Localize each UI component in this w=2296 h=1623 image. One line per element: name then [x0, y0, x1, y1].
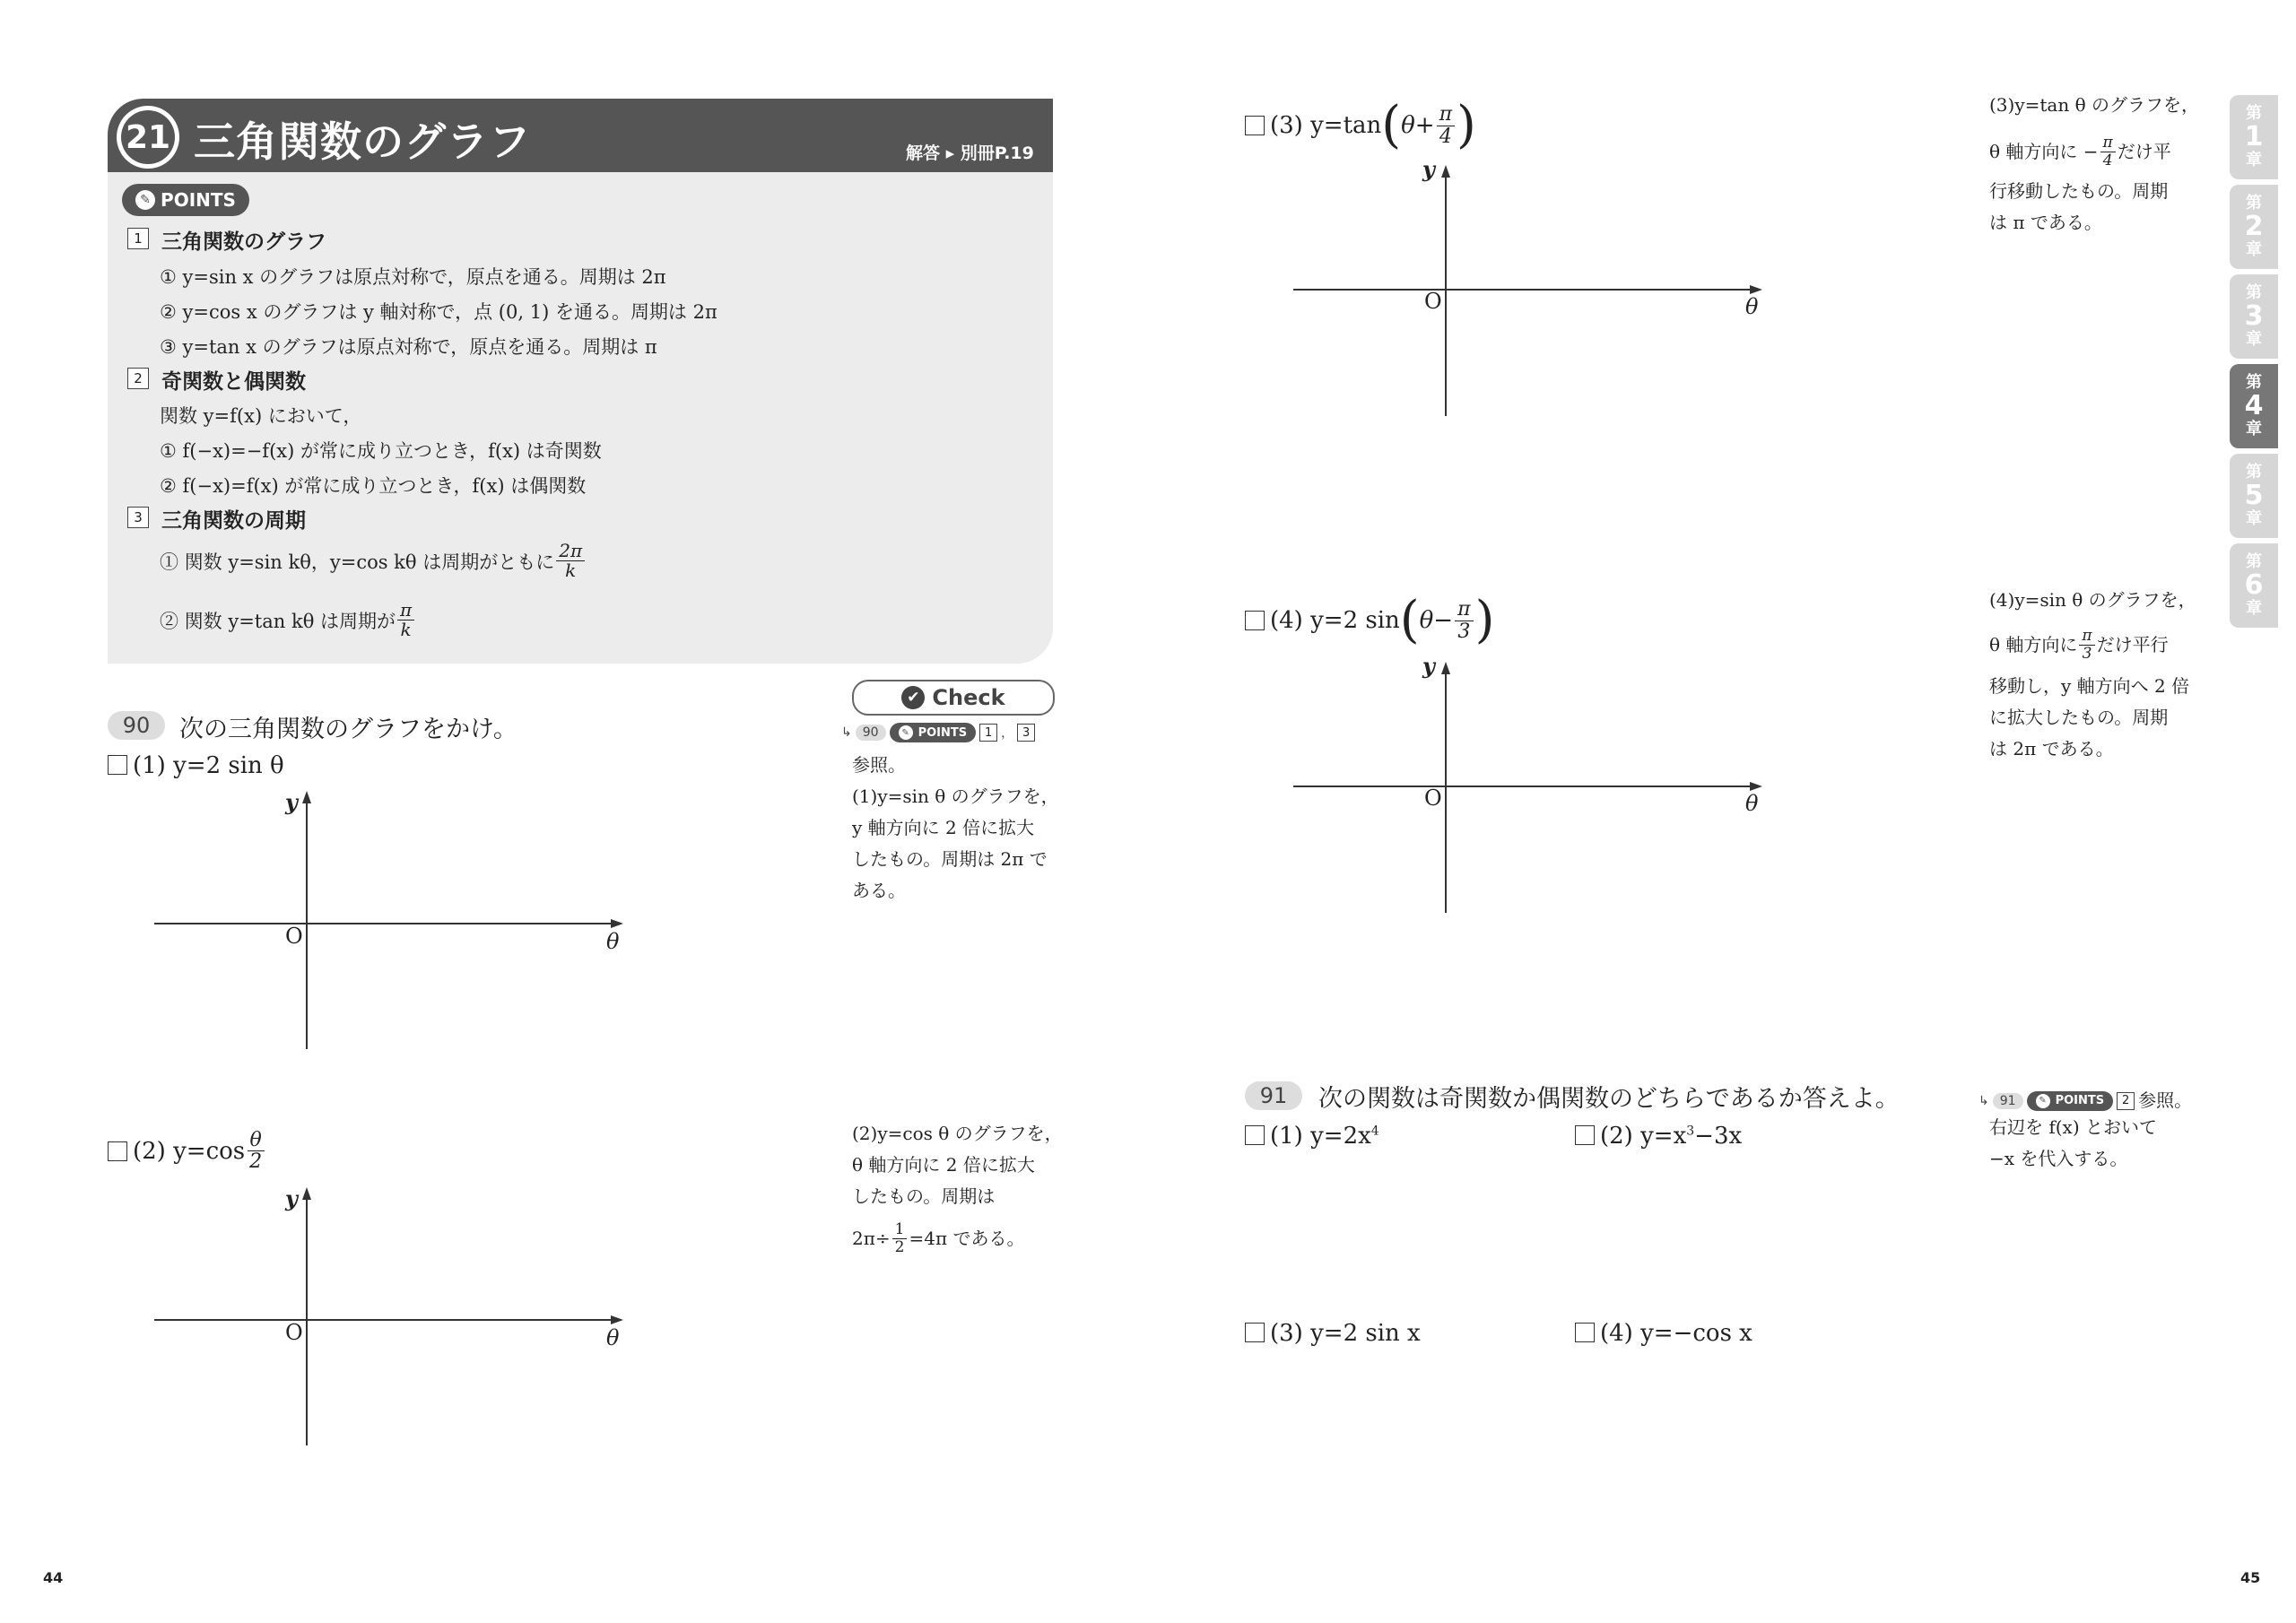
- fraction-denominator: 2: [249, 1150, 263, 1174]
- question-90-part-1: [108, 752, 284, 779]
- check-note-2-line-2: θ 軸方向に 2 倍に拡大: [852, 1154, 1035, 1176]
- page-number-right: 45: [2240, 1569, 2261, 1586]
- fraction-numerator: θ: [248, 1130, 265, 1151]
- section-number: 21: [121, 110, 175, 164]
- answer-reference: 解答 ▸ 別冊P.19: [906, 143, 1034, 163]
- fraction-denominator: 4: [1439, 125, 1452, 148]
- check-badge: [852, 680, 1055, 716]
- chapter-tab-5[interactable]: [2230, 454, 2278, 538]
- q91-ref-question: 91: [1993, 1093, 2023, 1109]
- note-2-prefix: 2π÷: [852, 1227, 891, 1249]
- graph-2-origin: O: [285, 1320, 303, 1345]
- note-3-prefix: θ 軸方向に −: [1989, 140, 2099, 162]
- graph-3-origin: O: [1424, 289, 1442, 314]
- section-number-badge: [117, 106, 179, 169]
- note-4-line-2: [1989, 628, 2169, 662]
- graph-4-x-label: θ: [1745, 791, 1759, 816]
- tab-suffix: 章: [2246, 240, 2262, 259]
- points-label: POINTS: [161, 189, 236, 211]
- right-paren: ): [1457, 96, 1476, 154]
- note-4-fraction: [2079, 628, 2094, 662]
- left-paren: (: [1399, 591, 1420, 649]
- points-pill-label: POINTS: [2055, 1094, 2105, 1107]
- point-1-line-3: ③ y=tan x のグラフは原点対称で，原点を通る。周期は π: [160, 336, 657, 358]
- graph-3-y-label: y: [1422, 156, 1435, 182]
- part-4-fraction: [1455, 599, 1473, 641]
- graph-2-y-label: y: [285, 1185, 298, 1211]
- check-circle-icon: ✔: [901, 686, 925, 709]
- checkbox[interactable]: [108, 755, 127, 775]
- fraction-numerator: π: [397, 601, 414, 621]
- point-2-line-1: 関数 y=f(x) において，: [160, 405, 362, 427]
- period-fraction-sin-cos: [556, 542, 585, 580]
- graph-4-origin: O: [1424, 785, 1442, 811]
- note-2-fraction: [892, 1221, 908, 1255]
- chapter-tab-1[interactable]: [2230, 95, 2278, 179]
- tab-suffix: 章: [2246, 599, 2262, 618]
- check-note-2-line-3: したもの。周期は: [852, 1185, 996, 1207]
- question-91-number: 91: [1245, 1081, 1302, 1110]
- tab-number: 6: [2244, 569, 2264, 601]
- graph-1-y-label: y: [285, 789, 298, 815]
- check-ref-separator: ，: [1001, 726, 1014, 741]
- question-90-part-4: [1245, 591, 1495, 649]
- question-90-number: 90: [108, 711, 165, 740]
- point-3-title: 三角関数の周期: [161, 509, 306, 533]
- tab-prefix: 第: [2246, 552, 2262, 571]
- check-note-1-line-2: y 軸方向に 2 倍に拡大: [852, 817, 1035, 838]
- graph-3-x-label: θ: [1745, 294, 1759, 319]
- fraction-denominator: k: [400, 619, 412, 640]
- check-note-1-line-4: ある。: [852, 880, 906, 901]
- exponent: 4: [1370, 1124, 1379, 1139]
- fraction-denominator: 3: [2082, 644, 2092, 663]
- section-title: 三角関数のグラフ: [194, 117, 531, 166]
- fraction-numerator: π: [2079, 628, 2094, 646]
- question-91-part-2: [1575, 1123, 1742, 1150]
- reference-arrow-icon: ↳: [841, 725, 852, 740]
- note-3-line-3: 行移動したもの。周期: [1989, 180, 2169, 202]
- check-ref-question: 90: [856, 725, 886, 741]
- part-3-inner: θ+: [1401, 112, 1435, 139]
- point-2-title: 奇関数と偶関数: [161, 370, 306, 394]
- left-paren: (: [1381, 96, 1402, 154]
- question-91-text: 次の関数は奇関数か偶関数のどちらであるか答えよ。: [1318, 1085, 1900, 1113]
- graph-4-axes: [1283, 655, 1785, 924]
- fraction-denominator: 4: [2102, 151, 2113, 169]
- part-1-expression: (1) y=2 sin θ: [133, 752, 284, 779]
- q91-note-line-2: −x を代入する。: [1989, 1148, 2128, 1169]
- point-2-number: 2: [127, 368, 149, 389]
- question-91-part-1: [1245, 1123, 1379, 1150]
- note-4-line-3: 移動し，y 軸方向へ 2 倍: [1989, 675, 2190, 697]
- question-91-part-4: [1575, 1320, 1752, 1347]
- tab-prefix: 第: [2246, 373, 2262, 392]
- check-ref-box-1: 1: [979, 724, 997, 742]
- tab-suffix: 章: [2246, 151, 2262, 169]
- note-4-line-5: は 2π である。: [1989, 738, 2114, 759]
- point-1-line-1: ① y=sin x のグラフは原点対称で，原点を通る。周期は 2π: [160, 266, 666, 288]
- fraction-numerator: π: [1455, 599, 1473, 621]
- q91-ref-suffix: 参照。: [2138, 1089, 2193, 1111]
- chapter-tab-4[interactable]: [2230, 364, 2278, 448]
- checkbox[interactable]: [1575, 1125, 1595, 1145]
- reference-arrow-icon: ↳: [1979, 1093, 1989, 1108]
- check-note-1-line-1: (1)y=sin θ のグラフを，: [852, 785, 1059, 807]
- question-91-part-3: [1245, 1320, 1421, 1347]
- check-note-1-line-3: したもの。周期は 2π で: [852, 848, 1048, 870]
- note-4-suffix: だけ平行: [2096, 633, 2169, 655]
- part-2-expression: (2) y=cos: [133, 1137, 246, 1165]
- exponent: 3: [1686, 1124, 1695, 1139]
- pencil-icon: ✎: [135, 190, 155, 210]
- note-4-line-1: (4)y=sin θ のグラフを，: [1989, 589, 2196, 611]
- point-1-line-2: ② y=cos x のグラフは y 軸対称で，点 (0, 1) を通る。周期は 2π: [160, 301, 718, 323]
- note-4-line-4: に拡大したもの。周期: [1989, 707, 2169, 728]
- check-ref-points-pill: [890, 723, 977, 742]
- note-3-fraction: [2100, 135, 2116, 169]
- tab-suffix: 章: [2246, 330, 2262, 349]
- fraction-denominator: 2: [894, 1237, 905, 1256]
- checkbox[interactable]: [1575, 1323, 1595, 1342]
- tab-prefix: 第: [2246, 283, 2262, 302]
- page-number-left: 44: [43, 1569, 64, 1586]
- q91-ref-box: 2: [2117, 1092, 2135, 1110]
- graph-1-axes: [144, 780, 646, 1058]
- fraction-numerator: π: [2100, 135, 2116, 152]
- fraction-numerator: 1: [892, 1221, 908, 1239]
- fraction-numerator: π: [1437, 104, 1455, 126]
- question-90-part-3: [1245, 96, 1476, 154]
- q91-part-3-expression: (3) y=2 sin x: [1270, 1320, 1421, 1347]
- tab-prefix: 第: [2246, 194, 2262, 213]
- check-label: Check: [932, 685, 1005, 710]
- fraction-denominator: k: [565, 560, 577, 581]
- check-note-2-line-1: (2)y=cos θ のグラフを，: [852, 1123, 1063, 1144]
- q91-note-line-1: 右辺を f(x) とおいて: [1989, 1116, 2158, 1138]
- tab-number: 3: [2244, 300, 2264, 332]
- question-90-text: 次の三角関数のグラフをかけ。: [179, 716, 517, 743]
- note-2-suffix: =4π である。: [909, 1227, 1025, 1249]
- period-fraction-tan: [397, 601, 414, 639]
- fraction-denominator: 3: [1457, 620, 1471, 643]
- part-2-fraction: [247, 1130, 265, 1172]
- graph-2-x-label: θ: [606, 1325, 620, 1350]
- note-3-line-4: は π である。: [1989, 212, 2102, 233]
- chapter-tab-6[interactable]: [2230, 543, 2278, 628]
- graph-1-origin: O: [285, 924, 303, 949]
- graph-2-axes: [144, 1176, 646, 1454]
- right-paren: ): [1474, 591, 1495, 649]
- checkbox[interactable]: [1245, 1323, 1265, 1342]
- tab-suffix: 章: [2246, 509, 2262, 528]
- tab-prefix: 第: [2246, 463, 2262, 482]
- part-4-expression: (4) y=2 sin: [1270, 607, 1400, 634]
- graph-3-axes: [1283, 158, 1785, 427]
- part-3-expression: (3) y=tan: [1270, 112, 1382, 139]
- pencil-icon: ✎: [2036, 1094, 2050, 1108]
- question-90-part-2: [108, 1130, 266, 1172]
- points-pill-label: POINTS: [918, 725, 968, 740]
- tab-number: 4: [2244, 390, 2264, 421]
- chapter-tab-3[interactable]: [2230, 274, 2278, 359]
- point-1-title: 三角関数のグラフ: [161, 230, 326, 254]
- tab-number: 5: [2244, 480, 2264, 511]
- point-1-number: 1: [127, 228, 149, 249]
- check-note-2-line-4: [852, 1221, 1024, 1255]
- part-3-fraction: [1437, 104, 1455, 146]
- q91-part-2-expression: (2) y=x: [1600, 1123, 1687, 1150]
- checkbox[interactable]: [1245, 1125, 1265, 1145]
- point-3-line-2: [160, 601, 416, 639]
- graph-4-y-label: y: [1422, 653, 1435, 679]
- chapter-tab-2[interactable]: [2230, 185, 2278, 269]
- graph-1-x-label: θ: [606, 929, 620, 954]
- note-3-line-1: (3)y=tan θ のグラフを，: [1989, 94, 2199, 116]
- note-4-prefix: θ 軸方向に: [1989, 633, 2078, 655]
- fraction-numerator: 2π: [556, 542, 585, 561]
- check-reference: [841, 723, 1035, 742]
- points-label-pill: [122, 184, 249, 216]
- note-3-suffix: だけ平: [2117, 140, 2171, 162]
- point-2-line-2: ① f(−x)=−f(x) が常に成り立つとき，f(x) は奇関数: [160, 440, 602, 462]
- q91-part-1-expression: (1) y=2x: [1270, 1123, 1371, 1150]
- checkbox[interactable]: [108, 1141, 127, 1161]
- tab-prefix: 第: [2246, 104, 2262, 123]
- q91-ref-points-pill: [2027, 1091, 2114, 1111]
- tab-suffix: 章: [2246, 420, 2262, 438]
- point-3-line-1-text: ① 関数 y=sin kθ，y=cos kθ は周期がともに: [160, 551, 555, 573]
- point-3-number: 3: [127, 507, 149, 528]
- pencil-icon: ✎: [899, 725, 913, 740]
- check-ref-suffix: 参照。: [852, 754, 906, 776]
- tab-number: 2: [2244, 211, 2264, 242]
- check-ref-box-2: 3: [1017, 724, 1035, 742]
- part-4-inner: θ−: [1419, 607, 1454, 634]
- point-3-line-2-text: ② 関数 y=tan kθ は周期が: [160, 610, 396, 632]
- tab-number: 1: [2244, 121, 2264, 152]
- q91-part-2-suffix: −3x: [1694, 1123, 1743, 1150]
- checkbox[interactable]: [1245, 611, 1265, 630]
- point-2-line-3: ② f(−x)=f(x) が常に成り立つとき，f(x) は偶関数: [160, 475, 587, 497]
- checkbox[interactable]: [1245, 116, 1265, 135]
- q91-part-4-expression: (4) y=−cos x: [1600, 1320, 1752, 1347]
- point-3-line-1: [160, 542, 587, 580]
- note-3-line-2: [1989, 135, 2171, 169]
